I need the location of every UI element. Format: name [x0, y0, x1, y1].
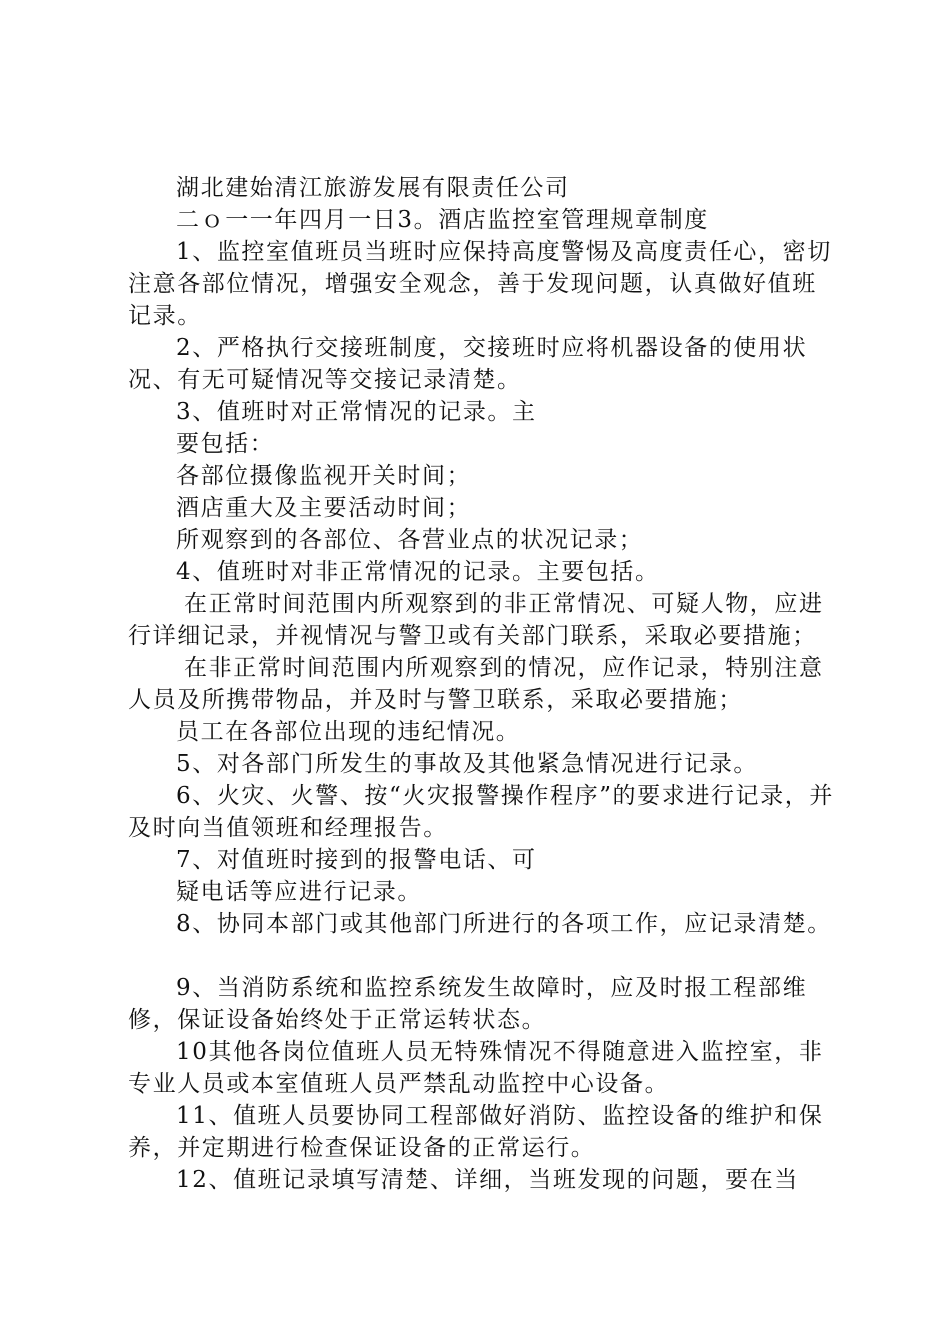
rule-item-12: 12、值班记录填写清楚、详细，当班发现的问题，要在当	[176, 1167, 799, 1193]
company-name: 湖北建始清江旅游发展有限责任公司	[176, 175, 570, 201]
rule-item-1: 1、监控室值班员当班时应保持高度警惕及高度责任心，密切注意各部位情况，增强安全观念，善于发现问题，认真做好值班记录。	[128, 239, 832, 329]
rule-item-5: 5、对各部门所发生的事故及其他紧急情况进行记录。	[176, 751, 759, 777]
rule-item-10: 10其他各岗位值班人员无特殊情况不得随意进入监控室，非专业人员或本室值班人员严禁乱动监控中心设备。	[128, 1039, 824, 1097]
date-and-title: 二ｏ一一年四月一日3。酒店监控室管理规章制度	[176, 207, 709, 233]
rule-item-7: 7、对值班时接到的报警电话、可	[176, 847, 537, 873]
rule-item-2: 2、严格执行交接班制度，交接班时应将机器设备的使用状况、有无可疑情况等交接记录清楚。	[128, 335, 808, 393]
rule-item-4: 4、值班时对非正常情况的记录。主要包括。	[176, 559, 660, 585]
rule-item-11: 11、值班人员要协同工程部做好消防、监控设备的维护和保养，并定期进行检查保证设备的正常运行。	[128, 1103, 824, 1161]
blank-line	[128, 940, 840, 972]
rule-item-4-point-b: 在非正常时间范围内所观察到的情况，应作记录，特别注意人员及所携带物品，并及时与警卫联系，采取必要措施；	[128, 655, 824, 713]
rule-item-4-point-c: 员工在各部位出现的违纪情况。	[176, 719, 521, 745]
rule-item-3-point-a: 各部位摄像监视开关时间；	[176, 463, 472, 489]
rule-item-4-point-a: 在正常时间范围内所观察到的非正常情况、可疑人物，应进行详细记录，并视情况与警卫或有关部门联系，采取必要措施；	[128, 591, 824, 649]
document-body	[128, 172, 840, 1196]
rule-item-9: 9、当消防系统和监控系统发生故障时，应及时报工程部维修，保证设备始终处于正常运转状态。	[128, 975, 808, 1033]
rule-item-3-intro: 要包括：	[176, 431, 275, 457]
rule-item-8: 8、协同本部门或其他部门所进行的各项工作，应记录清楚。	[176, 911, 832, 937]
rule-item-3: 3、值班时对正常情况的记录。主	[176, 399, 537, 425]
rule-item-6: 6、火灾、火警、按“火灾报警操作程序”的要求进行记录，并及时向当值领班和经理报告。	[128, 783, 834, 841]
rule-item-3-point-b: 酒店重大及主要活动时间；	[176, 495, 472, 521]
rule-item-7-continued: 疑电话等应进行记录。	[176, 879, 422, 905]
rule-item-3-point-c: 所观察到的各部位、各营业点的状况记录；	[176, 527, 644, 553]
